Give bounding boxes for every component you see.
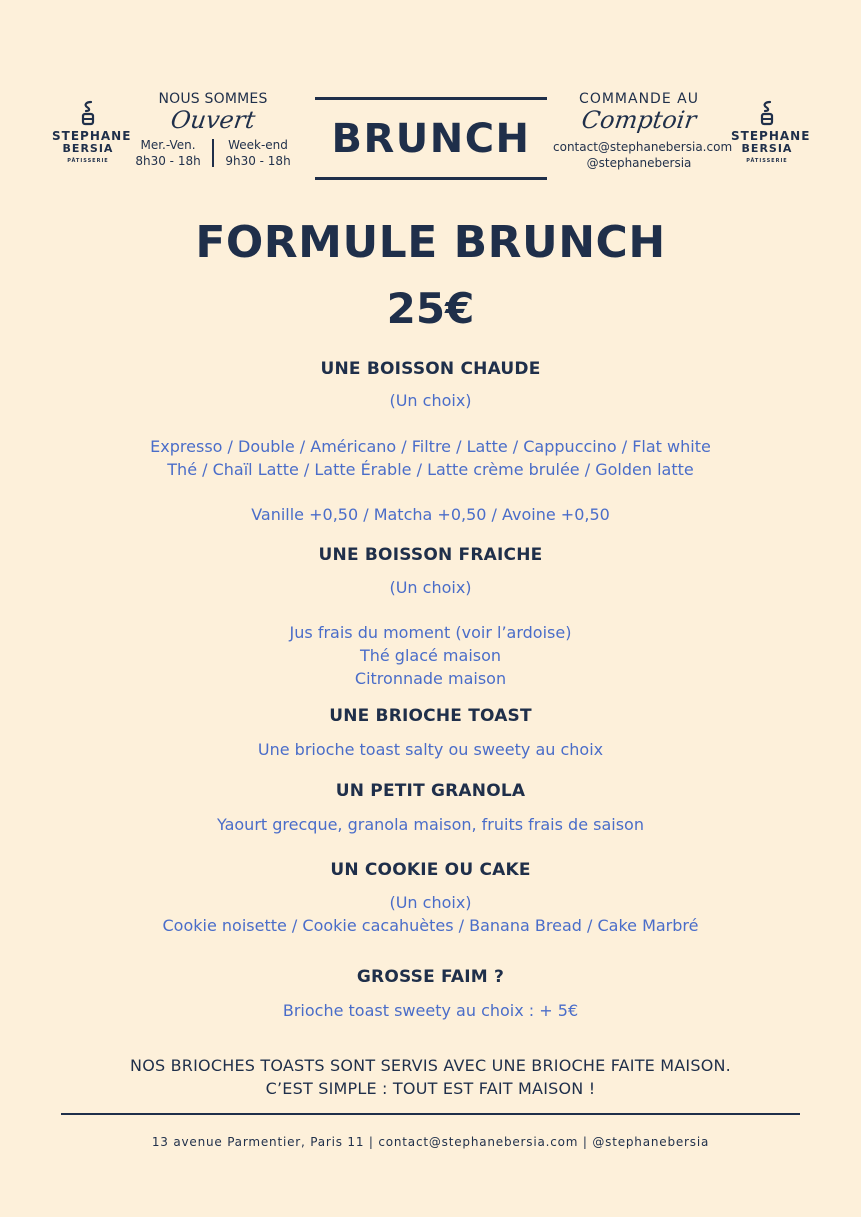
logo-brand-line3: PÂTISSERIE (746, 158, 788, 164)
granola-item: Yaourt grecque, granola maison, fruits frais de saison (217, 815, 644, 834)
weekday-hours (130, 137, 206, 169)
hours-script: Ouvert (169, 106, 257, 134)
section-title-brioche: UNE BRIOCHE TOAST (329, 706, 532, 726)
header-title: BRUNCH (331, 115, 531, 162)
formula-title: FORMULE BRUNCH (195, 217, 666, 268)
whisk-logo-icon (759, 100, 775, 126)
hot-drink-extras: Vanille +0,50 / Matcha +0,50 / Avoine +0,50 (251, 505, 610, 524)
logo-brand-line2: BERSIA (741, 142, 793, 155)
cookie-item: Cookie noisette / Cookie cacahuètes / Banana Bread / Cake Marbré (162, 916, 699, 935)
weekday-label: Mer.-Ven. (140, 138, 196, 152)
hot-drink-item-2: Thé / Chaïl Latte / Latte Érable / Latte crème brulée / Golden latte (167, 460, 694, 479)
section-choice-cookie: (Un choix) (389, 893, 472, 912)
weekday-time: 8h30 - 18h (135, 154, 201, 168)
section-title-cookie: UN COOKIE OU CAKE (330, 860, 531, 880)
note-line-1: NOS BRIOCHES TOASTS SONT SERVIS AVEC UNE BRIOCHE FAITE MAISON. (130, 1056, 731, 1075)
logo-brand-line1: STEPHANE (731, 129, 811, 143)
cold-drink-item-1: Jus frais du moment (voir l’ardoise) (289, 623, 572, 642)
order-heading: COMMANDE AU (579, 91, 699, 107)
section-title-extra: GROSSE FAIM ? (356, 967, 505, 987)
cold-drink-item-2: Thé glacé maison (359, 646, 502, 665)
section-title-granola: UN PETIT GRANOLA (335, 781, 526, 801)
hours-heading: NOUS SOMMES (158, 91, 268, 107)
section-title-cold-drink: UNE BOISSON FRAICHE (318, 545, 543, 565)
weekend-time: 9h30 - 18h (225, 154, 291, 168)
brioche-item: Une brioche toast salty ou sweety au choix (257, 740, 604, 759)
logo-brand-line2: BERSIA (62, 142, 114, 155)
extra-item: Brioche toast sweety au choix : + 5€ (282, 1001, 579, 1020)
section-choice-hot-drink: (Un choix) (389, 391, 472, 410)
note-line-2: C’EST SIMPLE : TOUT EST FAIT MAISON ! (265, 1079, 596, 1098)
footer-divider (61, 1113, 800, 1115)
hours-divider (212, 139, 214, 167)
weekend-hours (220, 137, 296, 169)
order-script: Comptoir (579, 106, 699, 134)
brand-logo-right (731, 100, 811, 164)
footer-text: 13 avenue Parmentier, Paris 11 | contact@stephanebersia.com | @stephanebersia (151, 1135, 710, 1149)
order-info (553, 91, 733, 171)
header-title-block (315, 97, 547, 180)
logo-brand-line3: PÂTISSERIE (67, 158, 109, 164)
weekend-label: Week-end (228, 138, 288, 152)
section-title-hot-drink: UNE BOISSON CHAUDE (320, 359, 541, 379)
formula-price: 25€ (386, 284, 475, 333)
section-choice-cold-drink: (Un choix) (389, 578, 472, 597)
brand-logo-left (52, 100, 132, 164)
opening-hours (130, 91, 296, 169)
hot-drink-item-1: Expresso / Double / Américano / Filtre / Latte / Cappuccino / Flat white (150, 437, 711, 456)
logo-brand-line1: STEPHANE (52, 129, 132, 143)
order-instagram: @stephanebersia (586, 156, 692, 170)
whisk-logo-icon (80, 100, 96, 126)
order-email: contact@stephanebersia.com (553, 140, 733, 154)
cold-drink-item-3: Citronnade maison (354, 669, 507, 688)
